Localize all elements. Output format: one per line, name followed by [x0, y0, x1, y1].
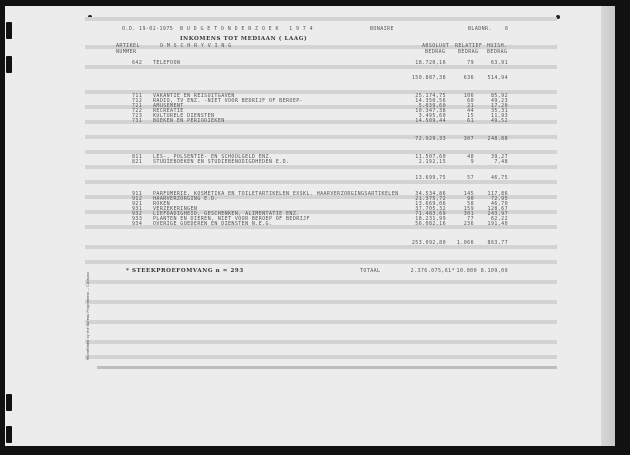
row-household-amount: 243,97 — [487, 211, 508, 217]
col-huish: HUISH. — [487, 43, 508, 49]
row-absolute-amount: 13.699,75 — [415, 175, 446, 181]
row-household-amount: 128,67 — [487, 206, 508, 212]
row-relative-amount: 48 — [467, 154, 474, 160]
row-absolute-amount: 3.495,60 — [418, 113, 446, 119]
row-relative-amount: 1.066 — [456, 240, 474, 246]
page-label: BLADNR. — [468, 26, 492, 32]
row-household-amount: 248,88 — [487, 136, 508, 142]
row-absolute-amount: 150.887,38 — [411, 75, 446, 81]
total-relative: 10.000 — [456, 268, 477, 274]
row-household-amount: 35,31 — [490, 108, 508, 114]
col-absoluut-bedrag: BEDRAG — [425, 49, 446, 55]
row-household-amount: 49,52 — [490, 118, 508, 124]
row-relative-amount: 44 — [467, 108, 474, 114]
row-article-number: 723 — [132, 113, 143, 119]
row-household-amount: 7,48 — [494, 159, 508, 165]
row-relative-amount: 145 — [463, 191, 474, 197]
row-household-amount: 17,20 — [490, 103, 508, 109]
report-subtitle: INKOMENS TOT MEDIAAN ( LAAG) — [180, 36, 308, 42]
row-article-number: 911 — [132, 191, 143, 197]
row-relative-amount: 79 — [467, 60, 474, 66]
bottom-rule — [97, 366, 557, 369]
row-absolute-amount: 5.039,60 — [418, 103, 446, 109]
total-absolute: 2.376.075,61* — [410, 268, 455, 274]
row-description: AMUSEMENT — [153, 103, 184, 109]
row-absolute-amount: 14.509,44 — [415, 118, 446, 124]
row-article-number: 711 — [132, 93, 143, 99]
row-article-number: 642 — [132, 60, 143, 66]
row-description: LES-, POLSENTIE- EN SCHOOLGELD ENZ. — [153, 154, 273, 160]
row-article-number: 731 — [132, 118, 143, 124]
row-description: PARFUMERIE, KOSMETIKA EN TOILETARTIKELEN EXSKL. HAARVERZORGINGSARTIKELEN — [153, 191, 399, 197]
row-description: RECREATIE — [153, 108, 184, 114]
col-huish-bedrag: BEDRAG — [487, 49, 508, 55]
row-relative-amount: 58 — [467, 201, 474, 207]
film-edge — [601, 6, 615, 446]
row-article-number: 721 — [132, 103, 143, 109]
row-household-amount: 63,91 — [490, 60, 508, 66]
total-label: TOTAAL — [360, 268, 381, 274]
row-relative-amount: 57 — [467, 175, 474, 181]
row-household-amount: 863,77 — [487, 240, 508, 246]
row-household-amount: 191,40 — [487, 221, 508, 227]
row-household-amount: 72,95 — [490, 196, 508, 202]
row-description: ROKEN — [153, 201, 171, 207]
row-household-amount: 46,70 — [490, 201, 508, 207]
row-absolute-amount: 56.082,16 — [415, 221, 446, 227]
row-absolute-amount: 34.534,86 — [415, 191, 446, 197]
row-household-amount: 62,22 — [490, 216, 508, 222]
row-relative-amount: 236 — [463, 221, 474, 227]
margin-note: Microfilmed by the Bureau Programma ... Curaçao — [86, 272, 90, 360]
row-absolute-amount: 11.507,60 — [415, 154, 446, 160]
col-relatief-bedrag: BEDRAG — [458, 49, 479, 55]
page-number: 6 — [505, 26, 509, 32]
row-relative-amount: 301 — [463, 211, 474, 217]
col-omschrijving: O M S C H R Y V I N G — [160, 43, 232, 49]
row-household-amount: 514,94 — [487, 75, 508, 81]
row-article-number: 821 — [132, 159, 143, 165]
row-relative-amount: 61 — [467, 118, 474, 124]
row-absolute-amount: 25.174,75 — [415, 93, 446, 99]
row-description: KULTURELE DIENSTEN — [153, 113, 215, 119]
report-title: B U D G E T O N D E R Z O E K 1 9 7 4 — [180, 26, 313, 32]
row-absolute-amount: 14.350,56 — [415, 98, 446, 104]
row-description: PLANTEN EN DIEREN, NIET VOOR BEROEP OF BEDRIJF — [153, 216, 310, 222]
row-household-amount: 117,86 — [487, 191, 508, 197]
report-date: O.D. 19-02-1975 — [122, 26, 174, 32]
total-household: 8.109,09 — [480, 268, 508, 274]
row-household-amount: 11,93 — [490, 113, 508, 119]
row-description: STUDIEBOEKEN EN STUDIEBENODIGDHEDEN E.D. — [153, 159, 290, 165]
row-description: OVERIGE GOEDEREN EN DIENSTEN N.E.G. — [153, 221, 273, 227]
row-absolute-amount: 13.669,06 — [415, 201, 446, 207]
row-relative-amount: 106 — [463, 93, 474, 99]
row-description: HAARVERZORGING E.D. — [153, 196, 218, 202]
row-absolute-amount: 2.192,15 — [418, 159, 446, 165]
row-description: LIEFDADIGHEID, GESCHENKEN, ALIMENTATIE ENZ. — [153, 211, 300, 217]
col-nummer: NUMMER — [116, 49, 137, 55]
col-artikel: ARTIKEL — [116, 43, 140, 49]
row-household-amount: 46,75 — [490, 175, 508, 181]
row-household-amount: 49,23 — [490, 98, 508, 104]
row-absolute-amount: 37.705,32 — [415, 206, 446, 212]
row-article-number: 712 — [132, 98, 143, 104]
row-description: VAKANTIE EN REISUITGAVEN — [153, 93, 235, 99]
row-description: VERZEKERINGEN — [153, 206, 198, 212]
row-article-number: 912 — [132, 196, 143, 202]
row-absolute-amount: 72.929,33 — [415, 136, 446, 142]
col-relatief: RELATIEF — [455, 43, 483, 49]
row-article-number: 722 — [132, 108, 143, 114]
row-relative-amount: 77 — [467, 216, 474, 222]
row-article-number: 934 — [132, 221, 143, 227]
row-absolute-amount: 21.375,72 — [415, 196, 446, 202]
row-relative-amount: 636 — [463, 75, 474, 81]
row-household-amount: 39,27 — [490, 154, 508, 160]
row-absolute-amount: 10.347,38 — [415, 108, 446, 114]
row-article-number: 933 — [132, 216, 143, 222]
row-description: RADIO, TV ENZ. -NIET VOOR BEDRIJF OF BEROEP- — [153, 98, 304, 104]
row-description: TELEFOON — [153, 60, 181, 66]
row-relative-amount: 60 — [467, 98, 474, 104]
col-absoluut: ABSOLUUT — [422, 43, 450, 49]
row-article-number: 811 — [132, 154, 143, 160]
row-absolute-amount: 18.720,16 — [415, 60, 446, 66]
row-relative-amount: 90 — [467, 196, 474, 202]
row-relative-amount: 21 — [467, 103, 474, 109]
row-description: BOEKEN EN PERIODIEKEN — [153, 118, 225, 124]
row-absolute-amount: 253.092,80 — [411, 240, 446, 246]
row-relative-amount: 15 — [467, 113, 474, 119]
row-relative-amount: 307 — [463, 136, 474, 142]
island-name: BONAIRE — [370, 26, 394, 32]
row-absolute-amount: 18.231,99 — [415, 216, 446, 222]
row-relative-amount: 159 — [463, 206, 474, 212]
row-household-amount: 85,92 — [490, 93, 508, 99]
row-relative-amount: 9 — [470, 159, 474, 165]
row-article-number: 931 — [132, 206, 143, 212]
row-absolute-amount: 71.483,69 — [415, 211, 446, 217]
sample-size: * STEEKPROEFOMVANG n = 293 — [126, 268, 244, 274]
row-article-number: 921 — [132, 201, 143, 207]
row-article-number: 932 — [132, 211, 143, 217]
